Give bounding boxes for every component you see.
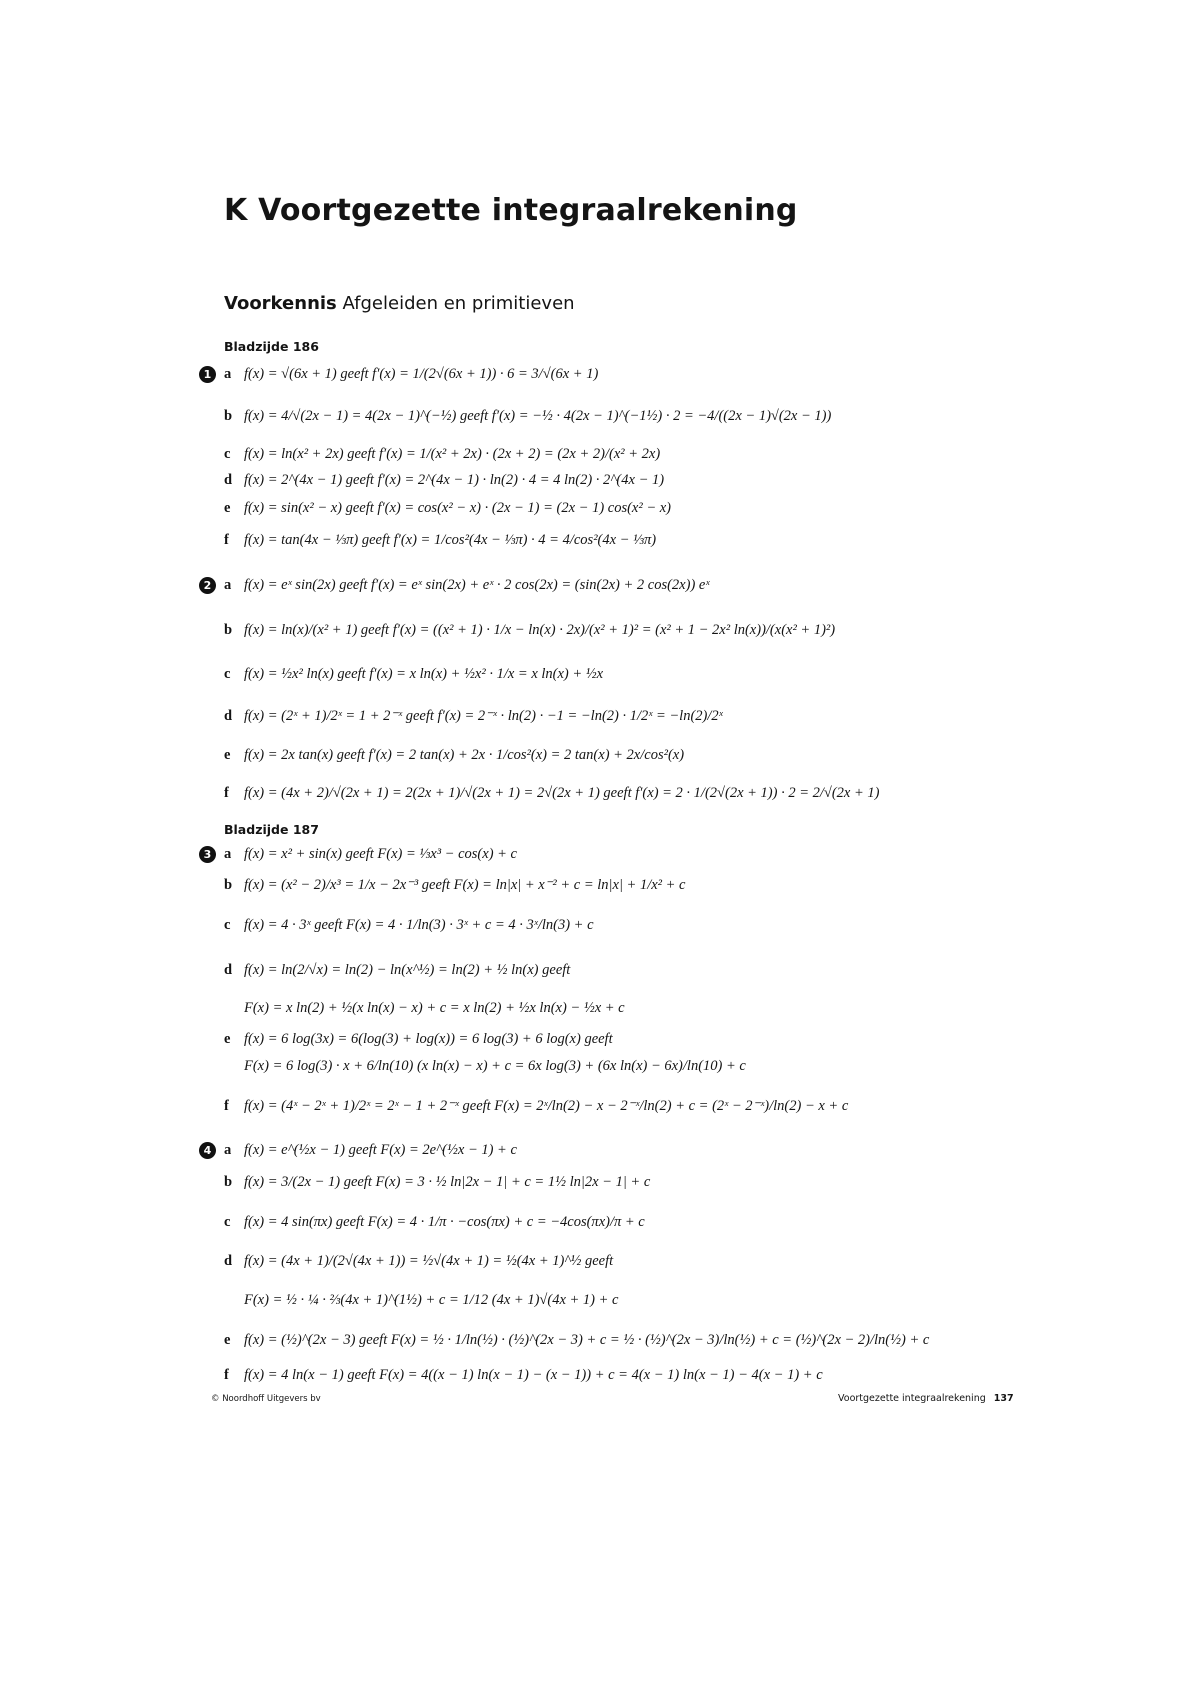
exercise-4-item-d — [224, 1251, 613, 1271]
exercise-1-item-e — [224, 498, 671, 518]
exercise-3-item-d — [224, 960, 570, 980]
item-label: b — [224, 407, 233, 424]
item-label: c — [224, 445, 231, 462]
item-label: a — [224, 1141, 232, 1158]
exercise-3-item-e-continued — [244, 1056, 746, 1076]
exercise-3-item-a — [224, 844, 517, 864]
page-ref-187: Bladzijde 187 — [224, 822, 319, 837]
item-label: c — [224, 665, 231, 682]
item-formula: f(x) = ln(2/√x) = ln(2) − ln(x^½) = ln(2) + ½ ln(x) geeft — [244, 961, 571, 978]
exercise-1-item-a — [224, 364, 598, 384]
exercise-3-item-c — [224, 915, 594, 935]
item-formula: f(x) = (x² − 2)/x³ = 1/x − 2x⁻³ geeft F(x) = ln|x| + x⁻² + c = ln|x| + 1/x² + c — [244, 876, 686, 893]
item-formula: f(x) = 4 ln(x − 1) geeft F(x) = 4((x − 1) ln(x − 1) − (x − 1)) + c = 4(x − 1) ln(x − 1) − 4(x − 1) + c — [244, 1366, 823, 1383]
exercise-number-1: 1 — [199, 366, 216, 383]
exercise-2-item-c — [224, 664, 603, 684]
exercise-2-item-d — [224, 706, 723, 726]
item-label: b — [224, 876, 233, 893]
item-formula: f(x) = ½x² ln(x) geeft f′(x) = x ln(x) + ½x² · 1/x = x ln(x) + ½x — [244, 665, 604, 682]
exercise-2-item-e — [224, 745, 684, 765]
exercise-4-item-a — [224, 1140, 517, 1160]
item-formula: f(x) = ln(x)/(x² + 1) geeft f′(x) = ((x² + 1) · 1/x − ln(x) · 2x)/(x² + 1)² = (x² + 1 − 2x² ln(x))/(x(x² + 1)²) — [244, 621, 836, 638]
item-label: e — [224, 1331, 231, 1348]
subtitle-rest: Afgeleiden en primitieven — [342, 293, 575, 314]
item-label: b — [224, 1173, 233, 1190]
page-title: K Voortgezette integraalrekening — [224, 193, 798, 228]
item-formula: f(x) = 4 · 3ˣ geeft F(x) = 4 · 1/ln(3) · 3ˣ + c = 4 · 3ˣ/ln(3) + c — [244, 916, 594, 933]
item-label: f — [224, 784, 229, 801]
item-label: d — [224, 707, 233, 724]
item-formula: f(x) = ln(x² + 2x) geeft f′(x) = 1/(x² + 2x) · (2x + 2) = (2x + 2)/(x² + 2x) — [244, 445, 661, 462]
subtitle-bold: Voorkennis — [224, 293, 337, 314]
item-formula: f(x) = x² + sin(x) geeft F(x) = ⅓x³ − cos(x) + c — [244, 845, 517, 862]
item-formula: f(x) = 6 log(3x) = 6(log(3) + log(x)) = 6 log(3) + 6 log(x) geeft — [244, 1030, 613, 1047]
exercise-2-item-a — [224, 575, 709, 595]
exercise-4-item-f — [224, 1365, 823, 1385]
item-label: d — [224, 1252, 233, 1269]
page-ref-186: Bladzijde 186 — [224, 339, 319, 354]
item-formula: f(x) = (2ˣ + 1)/2ˣ = 1 + 2⁻ˣ geeft f′(x) = 2⁻ˣ · ln(2) · −1 = −ln(2) · 1/2ˣ = −ln(2)/2ˣ — [244, 707, 723, 724]
item-label: b — [224, 621, 233, 638]
exercise-1-item-c — [224, 444, 660, 464]
item-label: a — [224, 845, 232, 862]
item-formula: f(x) = e^(½x − 1) geeft F(x) = 2e^(½x − 1) + c — [244, 1141, 517, 1158]
item-formula: f(x) = 2^(4x − 1) geeft f′(x) = 2^(4x − 1) · ln(2) · 4 = 4 ln(2) · 2^(4x − 1) — [244, 471, 665, 488]
item-formula: f(x) = (4x + 2)/√(2x + 1) = 2(2x + 1)/√(2x + 1) = 2√(2x + 1) geeft f′(x) = 2 · 1/(2√(2x + 1)) · 2 = 2/√(2x + 1) — [244, 784, 880, 801]
item-label: a — [224, 365, 232, 382]
exercise-2-item-b — [224, 620, 835, 640]
footer-chapter-title: Voortgezette integraalrekening — [838, 1393, 986, 1404]
item-formula: F(x) = ½ · ¼ · ⅔(4x + 1)^(1½) + c = 1/12 (4x + 1)√(4x + 1) + c — [244, 1291, 619, 1308]
footer-running-title — [838, 1393, 1014, 1404]
item-formula: F(x) = x ln(2) + ½(x ln(x) − x) + c = x ln(2) + ½x ln(x) − ½x + c — [244, 999, 625, 1016]
exercise-3-item-b — [224, 875, 686, 895]
exercise-4-item-c — [224, 1212, 645, 1232]
item-formula: f(x) = (½)^(2x − 3) geeft F(x) = ½ · 1/ln(½) · (½)^(2x − 3) + c = ½ · (½)^(2x − 3)/ln(½) + c = (½)^(2x − 2)/ln(½) + c — [244, 1331, 930, 1348]
exercise-4-item-e — [224, 1330, 929, 1350]
section-subtitle — [224, 293, 575, 314]
item-formula: f(x) = (4ˣ − 2ˣ + 1)/2ˣ = 2ˣ − 1 + 2⁻ˣ geeft F(x) = 2ˣ/ln(2) − x − 2⁻ˣ/ln(2) + c = (2ˣ − 2⁻ˣ)/ln(2) − x + c — [244, 1097, 849, 1114]
exercise-2-item-f — [224, 783, 879, 803]
item-formula: f(x) = 2x tan(x) geeft f′(x) = 2 tan(x) + 2x · 1/cos²(x) = 2 tan(x) + 2x/cos²(x) — [244, 746, 685, 763]
exercise-3-item-f — [224, 1096, 848, 1116]
item-label: f — [224, 531, 229, 548]
item-formula: f(x) = √(6x + 1) geeft f′(x) = 1/(2√(6x + 1)) · 6 = 3/√(6x + 1) — [244, 365, 599, 382]
item-formula: F(x) = 6 log(3) · x + 6/ln(10) (x ln(x) − x) + c = 6x log(3) + (6x ln(x) − 6x)/ln(10) + c — [244, 1057, 746, 1074]
item-formula: f(x) = eˣ sin(2x) geeft f′(x) = eˣ sin(2x) + eˣ · 2 cos(2x) = (sin(2x) + 2 cos(2x)) eˣ — [244, 576, 710, 593]
item-formula: f(x) = sin(x² − x) geeft f′(x) = cos(x² − x) · (2x − 1) = (2x − 1) cos(x² − x) — [244, 499, 672, 516]
exercise-number-4: 4 — [199, 1142, 216, 1159]
item-formula: f(x) = 3/(2x − 1) geeft F(x) = 3 · ½ ln|2x − 1| + c = 1½ ln|2x − 1| + c — [244, 1173, 651, 1190]
item-label: c — [224, 916, 231, 933]
exercise-4-item-b — [224, 1172, 650, 1192]
item-label: e — [224, 1030, 231, 1047]
exercise-4-item-d-continued — [244, 1290, 618, 1310]
item-formula: f(x) = 4/√(2x − 1) = 4(2x − 1)^(−½) geeft f′(x) = −½ · 4(2x − 1)^(−1½) · 2 = −4/((2x − 1)√(2x − 1)) — [244, 407, 832, 424]
exercise-3-item-e — [224, 1029, 613, 1049]
item-label: e — [224, 499, 231, 516]
item-label: a — [224, 576, 232, 593]
item-label: f — [224, 1097, 229, 1114]
item-formula: f(x) = (4x + 1)/(2√(4x + 1)) = ½√(4x + 1) = ½(4x + 1)^½ geeft — [244, 1252, 614, 1269]
exercise-number-3: 3 — [199, 846, 216, 863]
item-formula: f(x) = 4 sin(πx) geeft F(x) = 4 · 1/π · −cos(πx) + c = −4cos(πx)/π + c — [244, 1213, 645, 1230]
item-label: d — [224, 471, 233, 488]
exercise-1-item-f — [224, 530, 656, 550]
item-label: e — [224, 746, 231, 763]
item-label: c — [224, 1213, 231, 1230]
exercise-1-item-b — [224, 406, 831, 426]
item-formula: f(x) = tan(4x − ⅓π) geeft f′(x) = 1/cos²(4x − ⅓π) · 4 = 4/cos²(4x − ⅓π) — [244, 531, 657, 548]
exercise-number-2: 2 — [199, 577, 216, 594]
exercise-1-item-d — [224, 470, 664, 490]
page-number: 137 — [993, 1393, 1014, 1404]
item-label: d — [224, 961, 233, 978]
footer-copyright: © Noordhoff Uitgevers bv — [211, 1394, 321, 1404]
exercise-3-item-d-continued — [244, 998, 625, 1018]
item-label: f — [224, 1366, 229, 1383]
